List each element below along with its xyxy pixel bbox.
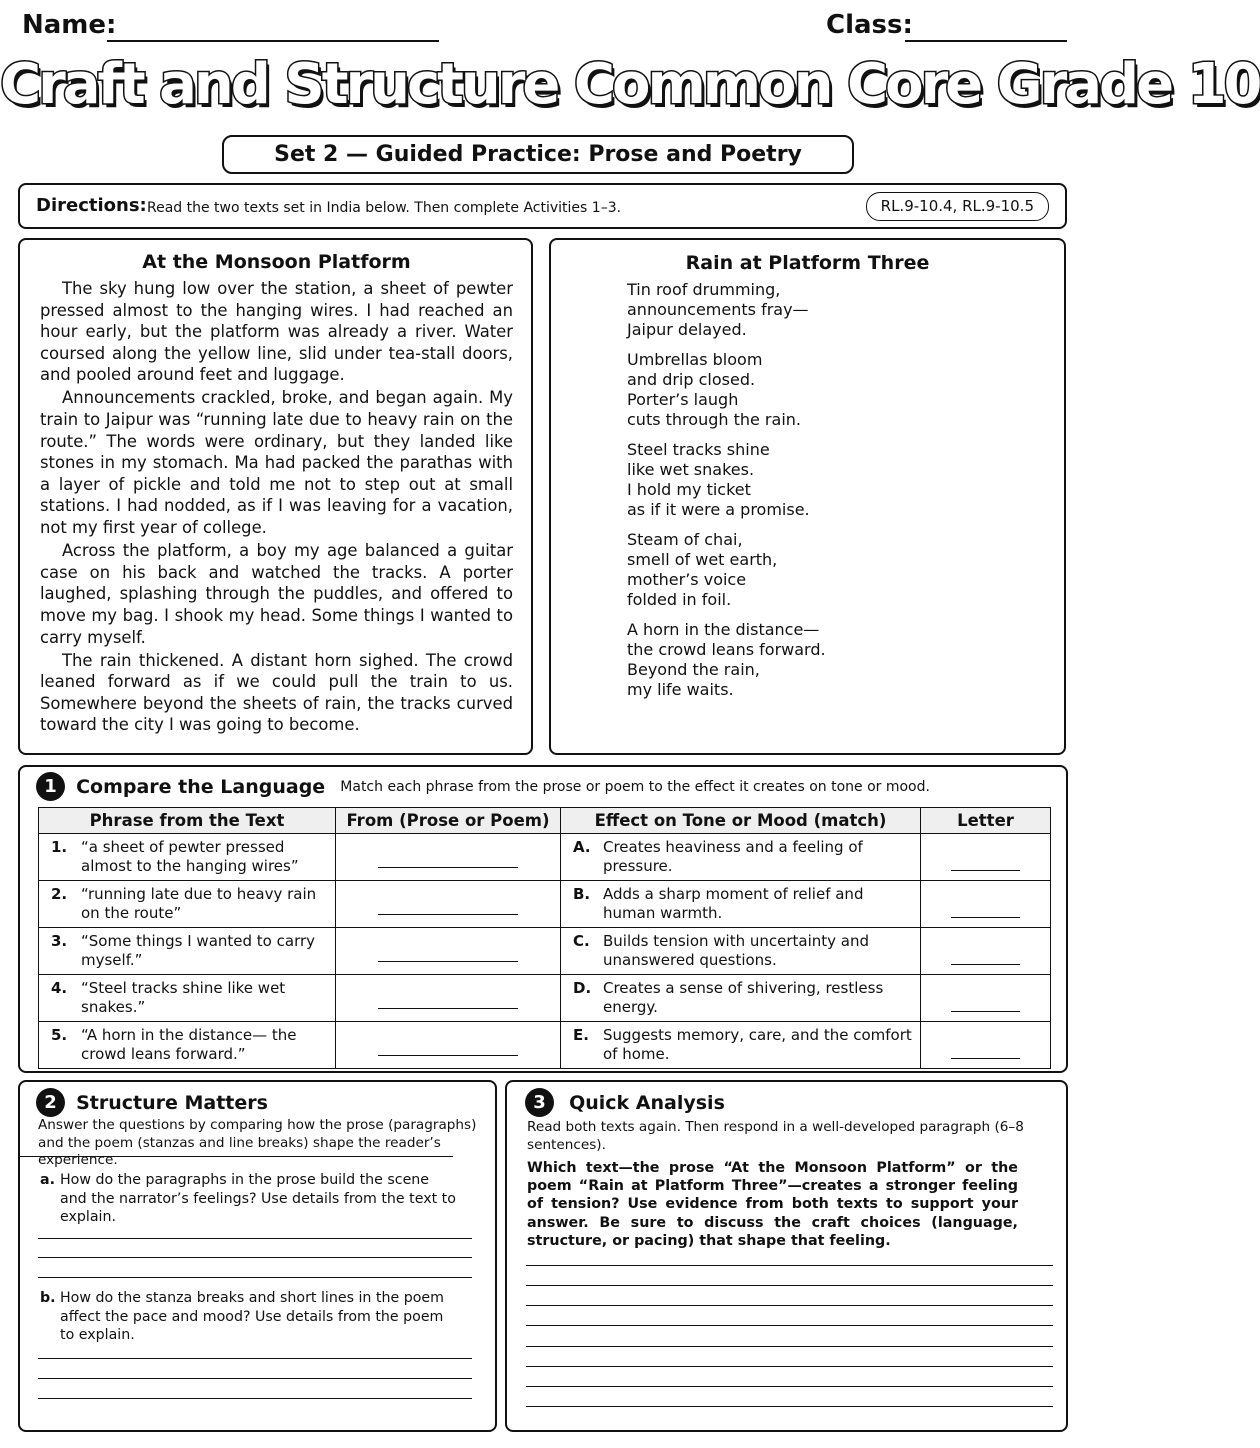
- row-number: 3.: [51, 932, 68, 950]
- effect-letter: E.: [573, 1026, 589, 1044]
- poem-title: Rain at Platform Three: [685, 252, 930, 274]
- poem-line: cuts through the rain.: [627, 410, 801, 429]
- answer-line[interactable]: [526, 1265, 1053, 1266]
- effect-letter: B.: [573, 885, 591, 903]
- poem-line: the crowd leans forward.: [627, 640, 826, 659]
- section-title: Quick Analysis: [569, 1091, 725, 1114]
- question-b: [40, 1289, 460, 1345]
- section-compare-language: [18, 765, 1068, 1073]
- question-a: [40, 1171, 460, 1227]
- effect-text: Adds a sharp moment of relief and human warmth.: [603, 885, 864, 922]
- answer-line[interactable]: [38, 1238, 472, 1239]
- poem-stanza: [627, 280, 826, 340]
- answer-line[interactable]: [526, 1305, 1053, 1306]
- source-answer-blank[interactable]: [336, 928, 561, 975]
- standards-badge: RL.9-10.4, RL.9-10.5: [866, 192, 1049, 221]
- answer-line[interactable]: [38, 1257, 472, 1258]
- letter-answer-blank[interactable]: [921, 834, 1051, 881]
- answer-line[interactable]: [38, 1398, 472, 1399]
- prose-paragraph: The sky hung low over the station, a sheet of pewter pressed almost to the hanging wires. I had reached an hour early, but the platform was already a river. Water coursed along the yellow line, slid under tea-stall doors, and pooled around feet and luggage.: [40, 279, 513, 385]
- poem-stanza: [627, 530, 826, 610]
- prose-paragraph: Announcements crackled, broke, and began again. My train to Jaipur was “running late due to heavy rain on the route.” The words were ordinary, but they landed like stones in my stomach. Ma had packed the parathas with a layer of pickle and told me not to step out at small stations. I had nodded, as if I was leaving for a vacation, not my first year of college.: [40, 388, 513, 538]
- source-answer-blank[interactable]: [336, 975, 561, 1022]
- prose-text-box: [18, 238, 533, 755]
- column-header: From (Prose or Poem): [336, 808, 561, 834]
- section-title: Structure Matters: [76, 1091, 268, 1114]
- poem-stanza: [627, 440, 826, 520]
- effect-text: Builds tension with uncertainty and unanswered questions.: [603, 932, 870, 969]
- phrase-text: “running late due to heavy rain on the route”: [81, 885, 317, 922]
- effect-text: Creates heaviness and a feeling of pressure.: [603, 838, 863, 875]
- poem-line: announcements fray—: [627, 300, 809, 319]
- source-answer-blank[interactable]: [336, 881, 561, 928]
- poem-text-box: [549, 238, 1066, 755]
- poem-line: as if it were a promise.: [627, 500, 810, 519]
- effect-letter: D.: [573, 979, 592, 997]
- question-text: How do the stanza breaks and short lines in the poem affect the pace and mood? Use details from the poem to explain.: [60, 1290, 444, 1343]
- row-number: 4.: [51, 979, 68, 997]
- answer-line[interactable]: [526, 1406, 1053, 1407]
- poem-body: [627, 280, 826, 710]
- row-number: 1.: [51, 838, 68, 856]
- section-title: Compare the Language: [76, 775, 326, 798]
- directions-text: Read the two texts set in India below. Then complete Activities 1–3.: [147, 200, 622, 216]
- prose-title: At the Monsoon Platform: [142, 251, 411, 273]
- answer-line[interactable]: [526, 1325, 1053, 1326]
- name-label: Name:: [22, 10, 117, 40]
- table-row: [39, 881, 1051, 928]
- letter-answer-blank[interactable]: [921, 881, 1051, 928]
- effect-text: Creates a sense of shivering, restless energy.: [603, 979, 884, 1016]
- table-row: [39, 975, 1051, 1022]
- letter-answer-blank[interactable]: [921, 1022, 1051, 1069]
- name-field[interactable]: [107, 40, 439, 42]
- poem-line: Steel tracks shine: [627, 440, 770, 459]
- answer-line[interactable]: [526, 1366, 1053, 1367]
- poem-line: A horn in the distance—: [627, 620, 820, 639]
- answer-line[interactable]: [38, 1277, 472, 1278]
- poem-line: Beyond the rain,: [627, 660, 760, 679]
- answer-line[interactable]: [18, 1156, 453, 1157]
- class-field[interactable]: [905, 40, 1067, 42]
- prose-paragraph: The rain thickened. A distant horn sighed. The crowd leaned forward as if we could pull the train to us. Somewhere beyond the sheets of rain, the tracks curved toward the city I was going to become.: [40, 650, 513, 735]
- poem-stanza: [627, 620, 826, 700]
- directions-box: [18, 183, 1067, 229]
- section-structure-matters: [18, 1080, 497, 1432]
- table-row: [39, 1022, 1051, 1069]
- poem-line: folded in foil.: [627, 590, 732, 609]
- poem-line: Tin roof drumming,: [627, 280, 781, 299]
- section-number-badge: 2: [36, 1088, 65, 1117]
- section-number-badge: 1: [36, 772, 65, 801]
- section-instructions: Read both texts again. Then respond in a well-developed paragraph (6–8 sentences).: [527, 1119, 1024, 1153]
- effect-letter: A.: [573, 838, 591, 856]
- class-label: Class:: [826, 10, 913, 40]
- column-header: Effect on Tone or Mood (match): [561, 808, 921, 834]
- section-instructions: Match each phrase from the prose or poem to the effect it creates on tone or mood.: [340, 778, 930, 795]
- row-number: 2.: [51, 885, 68, 903]
- answer-line[interactable]: [526, 1346, 1053, 1347]
- question-text: How do the paragraphs in the prose build the scene and the narrator’s feelings? Use details from the text to explain.: [60, 1172, 456, 1225]
- poem-line: my life waits.: [627, 680, 734, 699]
- question-label: b.: [40, 1290, 56, 1306]
- source-answer-blank[interactable]: [336, 1022, 561, 1069]
- section-number-badge: 3: [525, 1088, 554, 1117]
- answer-line[interactable]: [38, 1378, 472, 1379]
- worksheet-title: Craft and Structure Common Core Grade 10: [0, 52, 1260, 117]
- effect-letter: C.: [573, 932, 590, 950]
- poem-line: Jaipur delayed.: [627, 320, 747, 339]
- letter-answer-blank[interactable]: [921, 975, 1051, 1022]
- phrase-text: “a sheet of pewter pressed almost to the hanging wires”: [81, 838, 299, 875]
- answer-line[interactable]: [38, 1358, 472, 1359]
- analysis-prompt: Which text—the prose “At the Monsoon Platform” or the poem “Rain at Platform Three”—creates a stronger feeling of tension? Use evidence from both texts to support your answer. Be sure to discuss the craft choices (language, structure, or pacing) that shape that feeling.: [527, 1160, 1018, 1249]
- poem-line: Umbrellas bloom: [627, 350, 763, 369]
- poem-line: like wet snakes.: [627, 460, 755, 479]
- poem-stanza: [627, 350, 826, 430]
- section-instructions: Answer the questions by comparing how the prose (paragraphs) and the poem (stanzas and line breaks) shape the reader’s experience.: [38, 1117, 477, 1168]
- row-number: 5.: [51, 1026, 68, 1044]
- poem-line: smell of wet earth,: [627, 550, 778, 569]
- poem-line: and drip closed.: [627, 370, 756, 389]
- table-row: [39, 928, 1051, 975]
- poem-line: I hold my ticket: [627, 480, 751, 499]
- question-label: a.: [40, 1172, 55, 1188]
- answer-line[interactable]: [526, 1285, 1053, 1286]
- poem-line: Steam of chai,: [627, 530, 743, 549]
- poem-line: mother’s voice: [627, 570, 747, 589]
- poem-line: Porter’s laugh: [627, 390, 739, 409]
- matching-table: [38, 807, 1051, 1069]
- phrase-text: “A horn in the distance— the crowd leans forward.”: [81, 1026, 297, 1063]
- column-header: Phrase from the Text: [39, 808, 336, 834]
- source-answer-blank[interactable]: [336, 834, 561, 881]
- effect-text: Suggests memory, care, and the comfort of home.: [603, 1026, 912, 1063]
- prose-paragraph: Across the platform, a boy my age balanced a guitar case on his back and watched the tracks. A porter laughed, splashing through the puddles, and offered to move my bag. I shook my head. Some things I wanted to carry myself.: [40, 541, 513, 647]
- phrase-text: “Some things I wanted to carry myself.”: [81, 932, 316, 969]
- directions-label: Directions:: [36, 195, 147, 216]
- letter-answer-blank[interactable]: [921, 928, 1051, 975]
- column-header: Letter: [921, 808, 1051, 834]
- section-quick-analysis: [505, 1080, 1068, 1432]
- worksheet-subtitle: Set 2 — Guided Practice: Prose and Poetry: [222, 135, 854, 174]
- table-row: [39, 834, 1051, 881]
- answer-line[interactable]: [526, 1386, 1053, 1387]
- phrase-text: “Steel tracks shine like wet snakes.”: [81, 979, 286, 1016]
